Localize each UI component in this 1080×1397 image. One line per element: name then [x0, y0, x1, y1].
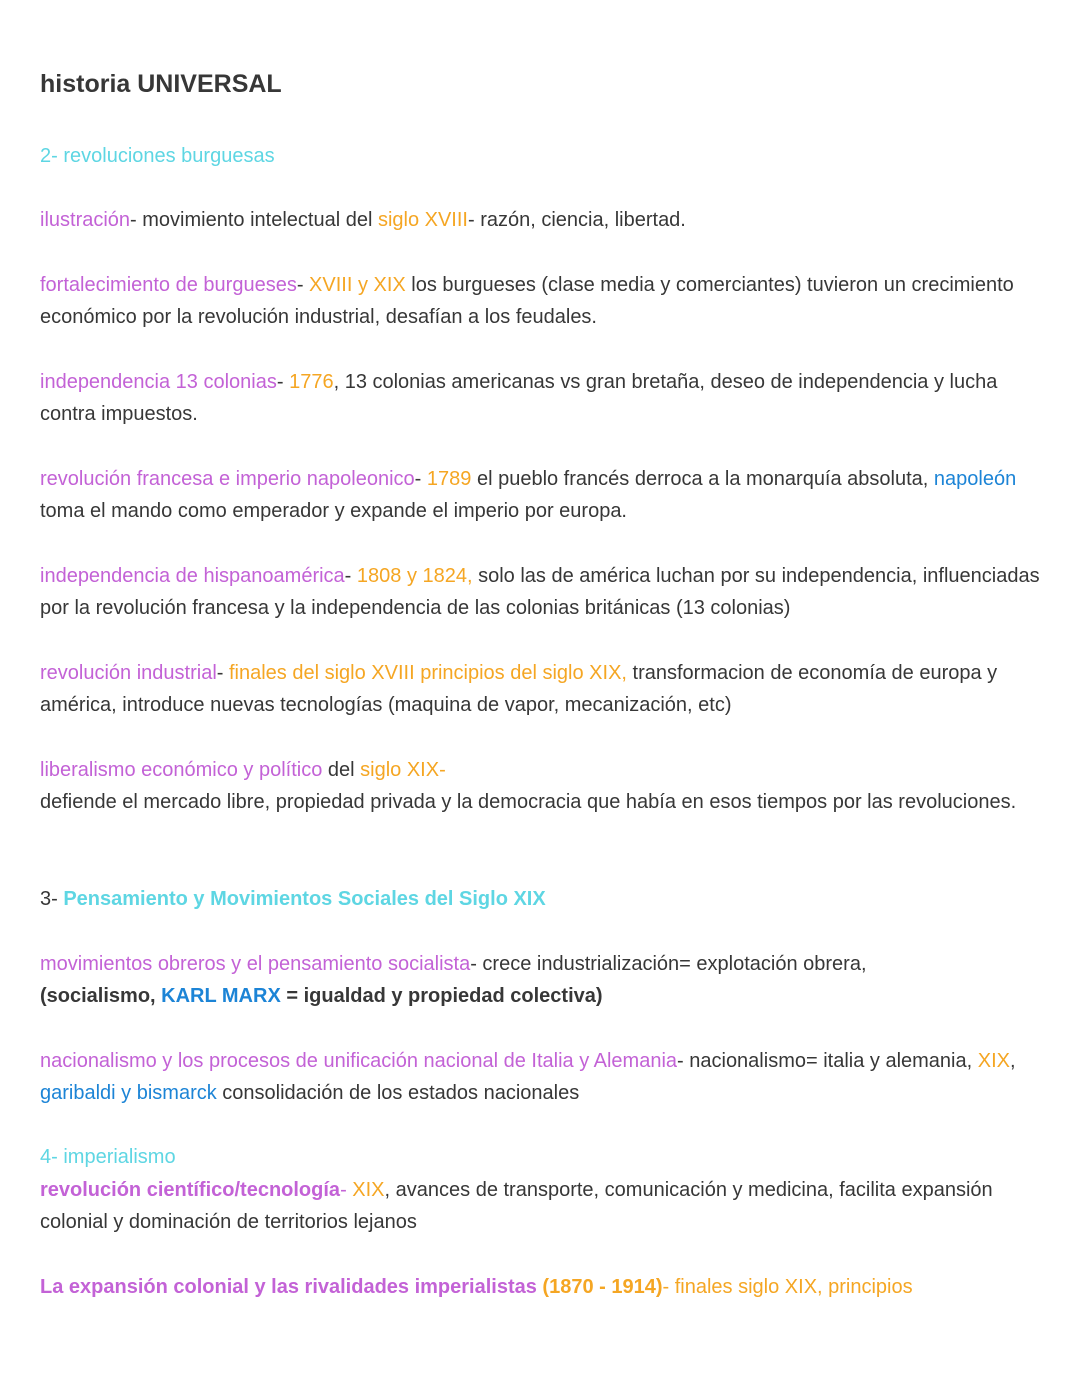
body-text: - [296, 274, 310, 296]
term-label: revolución científico/tecnología [40, 1179, 341, 1201]
body-text: - crece industrialización= explotación obrera, [470, 953, 867, 975]
paragraph-revolucion-francesa [40, 463, 1040, 528]
period-label: 1789 [426, 468, 472, 490]
period-label: - finales siglo XIX, principios [662, 1276, 913, 1298]
person-label: garibaldi y bismarck [40, 1082, 217, 1105]
body-text: - [414, 468, 427, 490]
paragraph-revolucion-cientifica [40, 1174, 1040, 1239]
paragraph-nacionalismo [40, 1045, 1040, 1110]
term-label: independencia de hispanoamérica [40, 565, 345, 587]
body-text: - [344, 565, 357, 587]
term-label: revolución industrial [40, 662, 217, 684]
page-title: historia UNIVERSAL [40, 70, 282, 98]
period-label: XVIII y XIX [309, 274, 406, 296]
bold-text: (socialismo, [40, 985, 162, 1008]
period-label: finales del siglo XVIII principios del siglo XIX, [228, 662, 627, 684]
person-label: KARL MARX [161, 985, 281, 1008]
paragraph-liberalismo [40, 754, 1040, 819]
term-label: liberalismo económico y político [40, 759, 323, 781]
body-text: - nacionalismo= italia y alemania, [677, 1050, 978, 1072]
paragraph-movimientos-obreros [40, 948, 1040, 1013]
period-label: XIX [977, 1050, 1010, 1072]
person-label: napoleón [933, 468, 1017, 490]
section-title: Pensamiento y Movimientos Sociales del Siglo XIX [63, 888, 546, 910]
section-heading-3 [40, 883, 1040, 915]
paragraph-fortalecimiento [40, 269, 1040, 334]
years-label: (1870 - 1914) [536, 1276, 663, 1298]
period-label: 1808 y 1824, [356, 565, 473, 587]
body-text: solo las de américa luchan por su independencia, influenciadas por la revolución francesa y la independencia de las colonias británicas (13 colonias) [40, 565, 1040, 620]
paragraph-colonias [40, 366, 1040, 431]
paragraph-revolucion-industrial [40, 657, 1040, 722]
body-text: - [216, 662, 229, 684]
paragraph-ilustracion [40, 204, 1040, 236]
body-text: - [276, 371, 290, 393]
period-label: 1776 [289, 371, 334, 393]
bold-text: = igualdad y propiedad colectiva) [280, 985, 603, 1008]
body-text: - movimiento intelectual del [130, 209, 378, 231]
body-text: del [322, 759, 361, 781]
period-label: siglo XIX- [360, 759, 446, 781]
term-label: movimientos obreros y el pensamiento socialista [40, 953, 471, 975]
body-text: consolidación de los estados nacionales [216, 1082, 580, 1105]
body-text: los burgueses (clase media y comerciantes) tuvieron un crecimiento económico por la revolución industrial, desafían a los feudales. [40, 274, 1014, 329]
body-text: - razón, ciencia, libertad. [467, 209, 686, 231]
paragraph-expansion-colonial [40, 1271, 1040, 1303]
period-label: XIX [352, 1179, 385, 1201]
term-label: revolución francesa e imperio napoleonico [40, 468, 415, 490]
body-text: toma el mando como emperador y expande el imperio por europa. [40, 500, 627, 523]
term-label: nacionalismo y los procesos de unificación nacional de Italia y Alemania [40, 1050, 678, 1072]
term-label: independencia 13 colonias [40, 371, 277, 393]
term-label: ilustración [40, 209, 131, 231]
section-number: 3- [40, 888, 64, 910]
body-text: - [340, 1179, 353, 1201]
period-label: siglo XVIII [377, 209, 468, 231]
body-text: transformacion de economía de europa y américa, introduce nuevas tecnologías (maquina de vapor, mecanización, etc) [40, 662, 998, 717]
body-text: defiende el mercado libre, propiedad privada y la democracia que había en esos tiempos por las revoluciones. [40, 791, 1017, 814]
body-text: el pueblo francés derroca a la monarquía absoluta, [471, 468, 934, 490]
section-heading-2: 2- revoluciones burguesas [40, 145, 275, 167]
term-label: La expansión colonial y las rivalidades imperialistas [40, 1276, 537, 1298]
body-text: , avances de transporte, comunicación y medicina, facilita expansión colonial y dominación de territorios lejanos [40, 1179, 993, 1234]
term-label: fortalecimiento de burgueses [40, 274, 297, 296]
section-heading-4: 4- imperialismo [40, 1146, 176, 1168]
body-text: , [1009, 1050, 1016, 1072]
paragraph-hispanoamerica [40, 560, 1040, 625]
body-text: , 13 colonias americanas vs gran bretaña, deseo de independencia y lucha contra impuestos. [40, 371, 998, 426]
